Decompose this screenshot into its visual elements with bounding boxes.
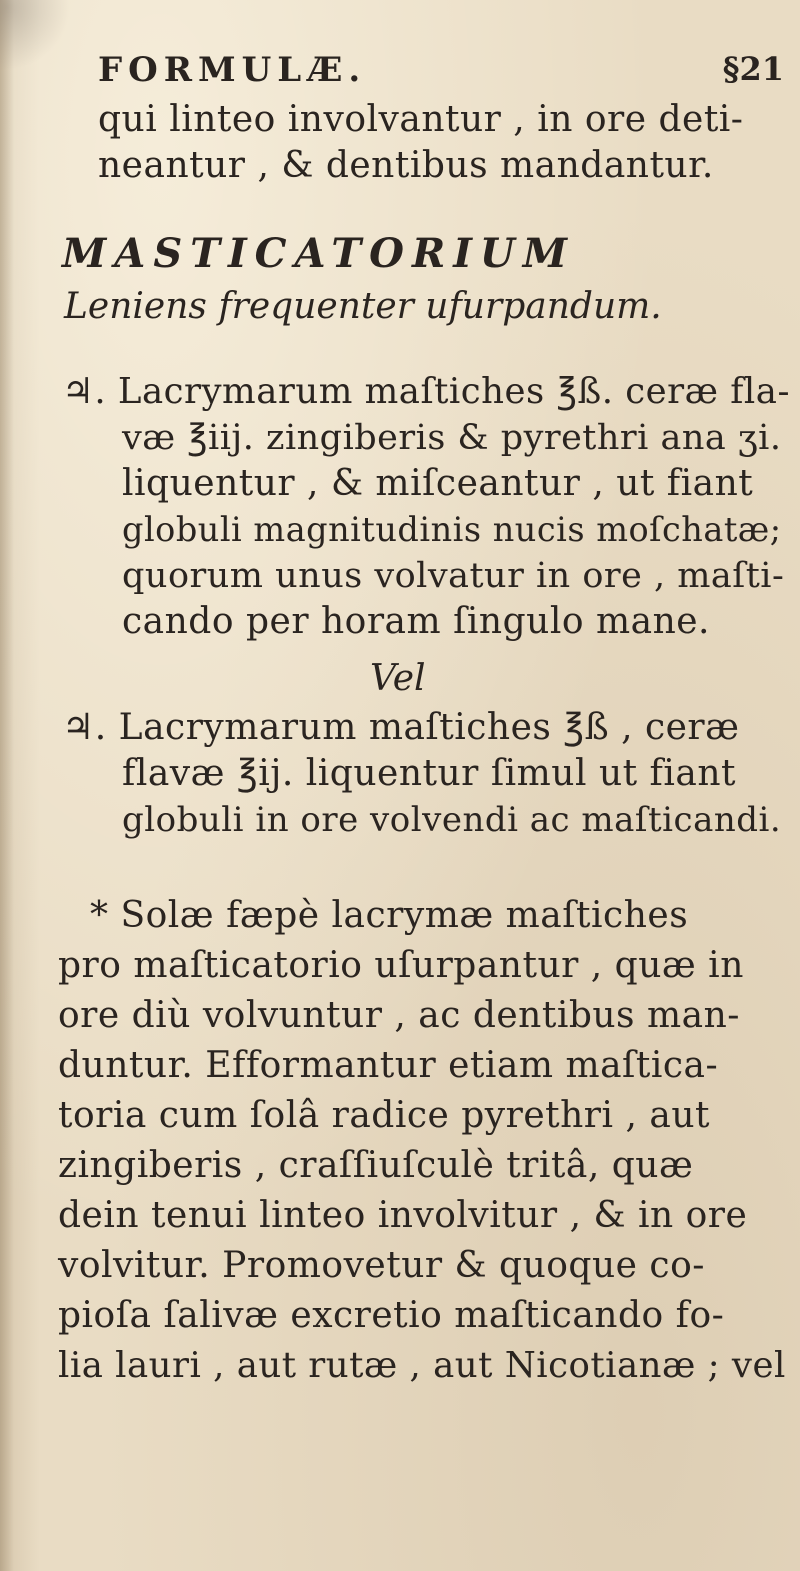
- note-line: pioſa ſalivæ excretio maſticando fo-: [58, 1295, 725, 1336]
- header-title: FORMULÆ.: [98, 50, 367, 90]
- note-line: ore diù volvuntur , ac dentibus man-: [58, 995, 740, 1036]
- note-line: dein tenui linteo involvitur , & in ore: [58, 1195, 748, 1236]
- recipe2-line: flavæ ℥ij. liquentur ſimul ut fiant: [122, 753, 736, 794]
- note-line: toria cum ſolâ radice pyrethri , aut: [58, 1095, 710, 1136]
- note-line: pro maſticatorio uſurpantur , quæ in: [58, 945, 744, 986]
- recipe1-line: liquentur , & miſceantur , ut fiant: [122, 463, 754, 504]
- note-line: zingiberis , craſſiuſculè tritâ, quæ: [58, 1145, 694, 1186]
- note-line: volvitur. Promovetur & quoque co-: [58, 1245, 705, 1286]
- recipe1-line: globuli magnitudinis nucis moſchatæ;: [122, 510, 782, 549]
- note-line: * Solæ fæpè lacrymæ maſtiches: [90, 895, 689, 936]
- recipe1-line: væ ℥iij. zingiberis & pyrethri ana ʒi.: [122, 418, 782, 458]
- intro-line: qui linteo involvantur , in ore deti-: [98, 99, 744, 140]
- section-heading: MASTICATORIUM: [62, 230, 576, 277]
- corner-stain: [0, 0, 70, 70]
- recipe2-line: ♃. Lacrymarum maſtiches ℥ß , ceræ: [62, 707, 740, 748]
- recipe1-line: quorum unus volvatur in ore , maſti-: [122, 556, 785, 596]
- vel-label: Vel: [370, 658, 426, 699]
- note-line: duntur. Efformantur etiam maſtica-: [58, 1045, 719, 1086]
- page-edge: [0, 0, 14, 1571]
- section-subtitle: Leniens frequenter ufurpandum.: [64, 286, 662, 327]
- running-header: [98, 50, 788, 94]
- page-number: §21: [722, 50, 784, 88]
- intro-line: neantur , & dentibus mandantur.: [98, 145, 714, 186]
- note-line: lia lauri , aut rutæ , aut Nicotianæ ; vel: [58, 1345, 786, 1386]
- recipe2-line: globuli in ore volvendi ac maſticandi.: [122, 800, 782, 840]
- recipe1-line: ♃. Lacrymarum maſtiches ℥ß. ceræ fla-: [62, 371, 790, 412]
- recipe1-line: cando per horam ſingulo mane.: [122, 601, 711, 642]
